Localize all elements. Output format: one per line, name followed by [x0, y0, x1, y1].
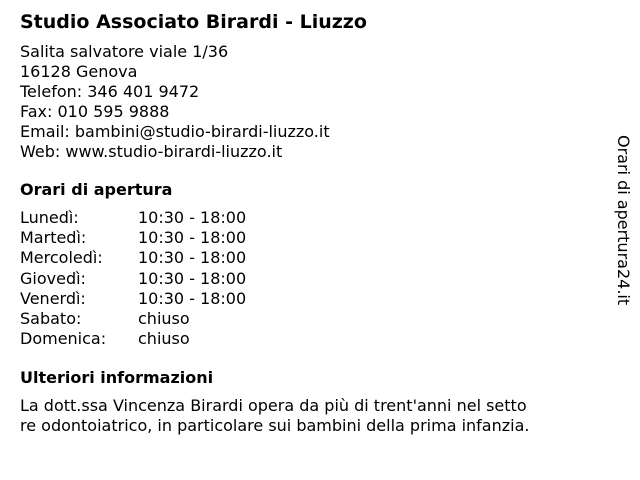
info-line: La dott.ssa Vincenza Birardi opera da più di trent'anni nel setto: [20, 396, 527, 416]
hours-day: Mercoledì:: [20, 248, 103, 268]
phone-number: Telefon: 346 401 9472: [20, 82, 200, 101]
info-line: re odontoiatrico, in particolare sui bambini della prima infanzia.: [20, 416, 530, 436]
opening-hours-table: [20, 208, 600, 349]
hours-time: 10:30 - 18:00: [138, 228, 247, 248]
opening-hours-title: Orari di apertura: [20, 180, 173, 199]
hours-day: Giovedì:: [20, 268, 86, 288]
business-name: Studio Associato Birardi - Liuzzo: [20, 11, 367, 33]
hours-time: chiuso: [138, 308, 190, 328]
additional-info-title: Ulteriori informazioni: [20, 368, 214, 388]
brand-watermark: Orari di apertura24.it: [614, 135, 633, 306]
hours-day: Martedì:: [20, 228, 87, 248]
hours-time: 10:30 - 18:00: [138, 248, 247, 268]
fax-number: Fax: 010 595 9888: [20, 102, 170, 121]
hours-day: Lunedì:: [20, 208, 79, 227]
hours-row: [20, 329, 600, 349]
hours-time: 10:30 - 18:00: [138, 288, 247, 308]
website: Web: www.studio-birardi-liuzzo.it: [20, 142, 283, 161]
hours-row: [20, 208, 600, 228]
hours-row: [20, 289, 600, 309]
additional-info-text: [20, 396, 600, 436]
contact-details: [20, 42, 600, 162]
hours-day: Domenica:: [20, 329, 107, 349]
address-city: 16128 Genova: [20, 62, 138, 81]
email-address: Email: bambini@studio-birardi-liuzzo.it: [20, 122, 330, 141]
hours-row: [20, 228, 600, 248]
hours-row: [20, 248, 600, 268]
address-street: Salita salvatore viale 1/36: [20, 42, 229, 61]
hours-day: Sabato:: [20, 308, 82, 328]
hours-time: chiuso: [138, 329, 190, 349]
business-card: [20, 10, 600, 436]
hours-row: [20, 309, 600, 329]
hours-row: [20, 269, 600, 289]
hours-day: Venerdì:: [20, 288, 86, 308]
hours-time: 10:30 - 18:00: [138, 208, 247, 227]
hours-time: 10:30 - 18:00: [138, 268, 247, 288]
